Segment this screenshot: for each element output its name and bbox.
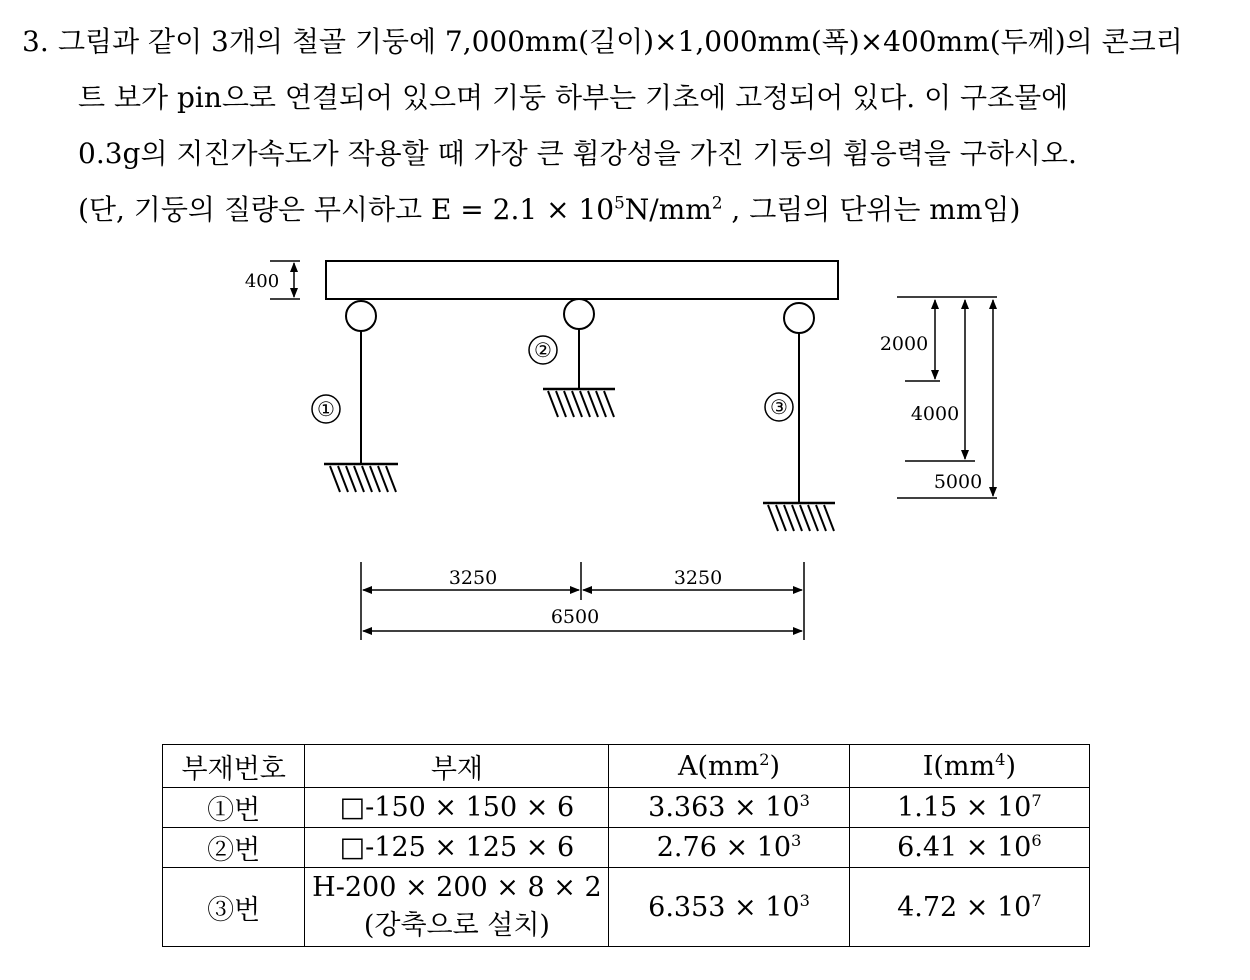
column-3-label: ③	[770, 395, 788, 419]
row-2-id: ②번	[163, 828, 305, 868]
height-label-2000: 2000	[879, 333, 929, 355]
span-dimensions	[361, 562, 804, 640]
height-label-5000: 5000	[933, 471, 983, 493]
header-area: $A(mm^2)$	[609, 745, 849, 788]
question-text	[22, 14, 1232, 238]
question-line-1: 3. 그림과 같이 3개의 철골 기둥에 7,000mm(길이)×1,000mm(폭)×400mm(두께)의 콘크리	[22, 14, 1232, 70]
pin-2	[564, 299, 594, 329]
column-2	[529, 299, 615, 417]
column-3	[763, 303, 835, 531]
beam-thickness-label: 400	[244, 271, 280, 292]
height-dimensions	[897, 297, 997, 498]
span-label-right: 3250	[673, 567, 723, 589]
header-member: 부재	[305, 745, 609, 788]
row-2-inertia: $6.41 \times 10^6$	[849, 828, 1089, 868]
question-line-4: (단, 기둥의 질량은 무시하고 $E = 2.1 \times 10^5N/mm^2$ , 그림의 단위는 mm임)	[78, 192, 1021, 226]
row-3-area: $6.353 \times 10^3$	[609, 868, 849, 947]
row-3-id: ③번	[163, 868, 305, 947]
member-properties-table	[162, 744, 1090, 947]
column-1-label: ①	[317, 397, 335, 421]
span-label-total: 6500	[550, 606, 600, 628]
header-member-no: 부재번호	[163, 745, 305, 788]
row-3-inertia: $4.72 \times 10^7$	[849, 868, 1089, 947]
row-2-section: □-125 × 125 × 6	[305, 828, 609, 868]
row-2-area: $2.76 \times 10^3$	[609, 828, 849, 868]
pin-1	[346, 301, 376, 331]
table-row	[163, 828, 1090, 868]
row-1-inertia: $1.15 \times 10^7$	[849, 788, 1089, 828]
row-1-section: □-150 × 150 × 6	[305, 788, 609, 828]
row-1-area: $3.363 \times 10^3$	[609, 788, 849, 828]
structure-figure	[0, 240, 1250, 660]
table-row	[163, 868, 1090, 947]
column-2-label: ②	[534, 338, 552, 362]
pin-3	[784, 303, 814, 333]
question-line-2: 트 보가 pin으로 연결되어 있으며 기둥 하부는 기초에 고정되어 있다. 이 구조물에	[78, 81, 1069, 114]
span-label-left: 3250	[448, 567, 498, 589]
header-inertia: $I(mm^4)$	[849, 745, 1089, 788]
row-3-section: H-200 × 200 × 8 × 2 (강축으로 설치)	[305, 868, 609, 947]
table-row	[163, 788, 1090, 828]
row-1-id: ①번	[163, 788, 305, 828]
table-header-row	[163, 745, 1090, 788]
question-line-3: 0.3g의 지진가속도가 작용할 때 가장 큰 휨강성을 가진 기둥의 휨응력을 구하시오.	[78, 137, 1077, 170]
concrete-beam	[326, 261, 838, 299]
height-label-4000: 4000	[910, 403, 960, 425]
question-number: 3.	[22, 25, 49, 58]
beam-thickness-dimension	[245, 261, 300, 299]
column-1	[312, 301, 398, 492]
